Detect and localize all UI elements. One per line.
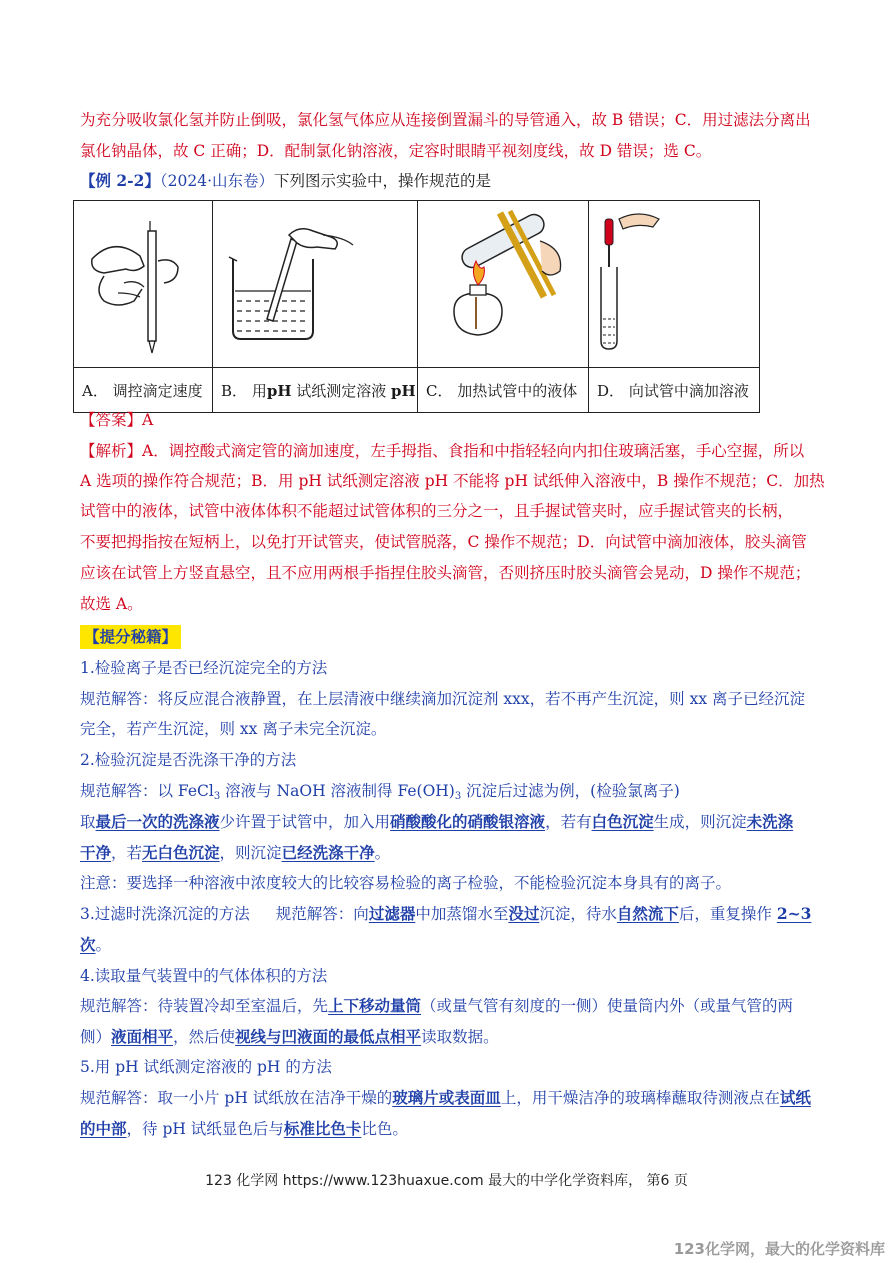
option-b-text-a: 用	[251, 381, 267, 400]
tip5-title: 5.用 pH 试纸测定溶液的 pH 的方法	[80, 1058, 332, 1076]
tip2-line-2	[80, 812, 793, 832]
tip3-line-1	[80, 904, 811, 924]
tip2-l1-b: 溶液与 NaOH 溶液制得 Fe(OH)	[220, 782, 455, 800]
tip5-key-1: 玻璃片或表面皿	[392, 1088, 501, 1107]
example-label: 【例 2-2】	[80, 171, 160, 190]
tip2-l2-b: 少许置于试管中，加入用	[219, 813, 391, 831]
dropper-test-tube-illustration	[589, 201, 759, 363]
tip2-l2-d: 生成，则沉淀	[653, 813, 747, 831]
tip2-l3-a: ，若	[111, 844, 143, 862]
answer-value: A	[142, 411, 154, 429]
option-d-text: 向试管中滴加溶液	[628, 381, 749, 400]
tip2-key-5: 干净	[80, 843, 112, 862]
heating-test-tube-illustration	[418, 201, 588, 363]
page-footer: 123 化学网 https://www.123huaxue.com 最大的中学化学资料库， 第6 页	[205, 1173, 688, 1189]
figure-b-cell	[213, 201, 418, 368]
figure-c-cell	[418, 201, 589, 368]
tip4-line-1	[80, 996, 793, 1016]
option-c-letter: C．	[426, 381, 453, 400]
tip4-l2-a: 侧）	[80, 1028, 112, 1046]
option-b-caption	[213, 368, 418, 413]
analysis-line-6: 故选 A。	[80, 595, 143, 613]
tip2-key-2: 硝酸酸化的硝酸银溶液	[390, 812, 546, 831]
option-b-letter: B．	[221, 381, 248, 400]
analysis-line-4: 不要把拇指按在短柄上，以免打开试管夹，使试管脱落，C 操作不规范；D．向试管中滴加液体，胶头滴管	[80, 533, 807, 551]
tip3-a: 规范解答：向	[275, 905, 369, 923]
tip3-b: 中加蒸馏水至	[415, 905, 509, 923]
tip3-d: 后，重复操作	[678, 905, 777, 923]
tip1-title: 1.检验离子是否已经沉淀完全的方法	[80, 659, 328, 677]
analysis-line-3: 试管中的液体，试管中液体体积不能超过试管体积的三分之一，且手握试管夹时，应手握试管夹的长柄，	[80, 502, 794, 520]
tip5-l2-a: ，待 pH 试纸显色后与	[126, 1120, 284, 1138]
tip4-key-1: 上下移动量筒	[328, 996, 422, 1015]
option-a-text: 调控滴定速度	[112, 381, 203, 400]
tip5-key-2: 试纸	[779, 1088, 811, 1107]
tip5-line-1	[80, 1088, 811, 1108]
analysis-text-1: A．调控酸式滴定管的滴加速度，左手拇指、食指和中指轻轻向内扣住玻璃活塞，手心空握，所以	[142, 442, 805, 460]
tip2-l3-c: 。	[374, 844, 391, 862]
option-a-caption	[74, 368, 213, 413]
tip2-key-7: 已经洗涤干净	[281, 843, 375, 862]
analysis-label: 【解析】	[80, 442, 143, 460]
example-source: （2024·山东卷）	[159, 172, 275, 190]
tip1-line-2: 完全，若产生沉淀，则 xx 离子未完全沉淀。	[80, 720, 387, 738]
tip3-line-2	[80, 935, 111, 955]
analysis-line-2: A 选项的操作符合规范；B．用 pH 试纸测定溶液 pH 不能将 pH 试纸伸入溶液中，B 操作不规范；C．加热	[80, 472, 825, 490]
tip2-line-1	[80, 781, 680, 801]
tip5-l1-b: 上，用干燥洁净的玻璃棒蘸取待测液点在	[500, 1089, 780, 1107]
prev-explanation-line-2: 氯化钠晶体，故 C 正确；D．配制氯化钠溶液，定容时眼睛平视刻度线，故 D 错误；选 C。	[80, 142, 712, 160]
tip4-l1-a: 规范解答：待装置冷却至室温后，先	[80, 997, 329, 1015]
option-a-letter: A．	[82, 381, 108, 400]
answer-label: 【答案】	[80, 411, 143, 429]
tips-tag: 【提分秘籍】	[80, 625, 181, 649]
option-b-text-b: 试纸测定溶液	[291, 381, 392, 400]
tip5-line-2	[80, 1119, 408, 1139]
option-b-ph-1: pH	[266, 381, 292, 400]
prev-explanation-line-1: 为充分吸收氯化氢并防止倒吸，氯化氢气体应从连接倒置漏斗的导管通入，故 B 错误；C．用过滤法分离出	[80, 111, 811, 129]
tip3-key-5: 次	[80, 935, 96, 954]
example-question: 下列图示实验中，操作规范的是	[274, 172, 492, 190]
tip2-key-1: 最后一次的洗涤液	[95, 812, 220, 831]
tip2-l2-c: ，若有	[545, 813, 592, 831]
option-d-letter: D．	[597, 381, 625, 400]
tip2-l2-a: 取	[80, 813, 96, 831]
tip3-key-2: 没过	[508, 904, 540, 923]
figure-a-cell	[74, 201, 213, 368]
analysis-line-5: 应该在试管上方竖直悬空，且不应用两根手指捏住胶头滴管，否则挤压时胶头滴管会晃动，D 操作不规范；	[80, 564, 811, 582]
tip4-l2-c: 读取数据。	[421, 1028, 499, 1046]
option-b-ph-2: pH	[391, 381, 416, 400]
tip4-key-3: 视线与凹液面的最低点相平	[235, 1027, 422, 1046]
tip4-title: 4.读取量气装置中的气体体积的方法	[80, 967, 328, 985]
tip5-key-3: 的中部	[80, 1119, 127, 1138]
option-c-caption	[418, 368, 589, 413]
tip1-line-1: 规范解答：将反应混合液静置，在上层清液中继续滴加沉淀剂 xxx，若不再产生沉淀，则 xx 离子已经沉淀	[80, 690, 805, 708]
tip2-sub-1: 3	[213, 791, 221, 802]
tip3-key-1: 过滤器	[368, 904, 416, 923]
tip5-l1-a: 规范解答：取一小片 pH 试纸放在洁净干燥的	[80, 1089, 393, 1107]
tip4-line-2	[80, 1027, 499, 1047]
ph-paper-beaker-illustration	[213, 201, 417, 363]
tip5-key-4: 标准比色卡	[283, 1119, 362, 1138]
tip2-l1-c: 沉淀后过滤为例，(检验氯离子)	[461, 782, 680, 800]
tip3-c: 沉淀，待水	[539, 905, 617, 923]
figure-d-cell	[589, 201, 760, 368]
tip3-key-3: 自然流下	[616, 904, 679, 923]
tip2-l1-a: 规范解答：以 FeCl	[80, 782, 214, 800]
option-c-text: 加热试管中的液体	[457, 381, 578, 400]
tip2-key-4: 未洗涤	[746, 812, 794, 831]
answer-line	[80, 410, 153, 430]
tip5-l2-b: 比色。	[361, 1120, 408, 1138]
example-heading	[80, 171, 491, 191]
tip2-key-6: 无白色沉淀	[142, 843, 220, 862]
tip2-note: 注意：要选择一种溶液中浓度较大的比较容易检验的离子检验，不能检验沉淀本身具有的离子。	[80, 874, 732, 892]
tip2-title: 2.检验沉淀是否洗涤干净的方法	[80, 751, 297, 769]
tip2-l3-b: ，则沉淀	[219, 844, 282, 862]
tip2-key-3: 白色沉淀	[591, 812, 654, 831]
option-d-caption	[589, 368, 760, 413]
watermark: 123化学网，最大的化学资料库	[673, 1240, 885, 1258]
tip4-l1-b: （或量气管有刻度的一侧）使量筒内外（或量气管的两	[421, 997, 794, 1015]
tip3-e: 。	[95, 936, 112, 954]
tip3-title: 3.过滤时洗涤沉淀的方法	[80, 905, 250, 923]
tip4-key-2: 液面相平	[111, 1027, 174, 1046]
tip2-line-3	[80, 843, 390, 863]
tip2-sub-2: 3	[454, 791, 462, 802]
tip3-key-4: 2~3	[776, 904, 812, 923]
titration-hand-illustration	[74, 201, 212, 363]
tip4-l2-b: ，然后使	[173, 1028, 236, 1046]
experiment-figure-table	[73, 200, 760, 413]
analysis-line-1	[80, 441, 804, 461]
